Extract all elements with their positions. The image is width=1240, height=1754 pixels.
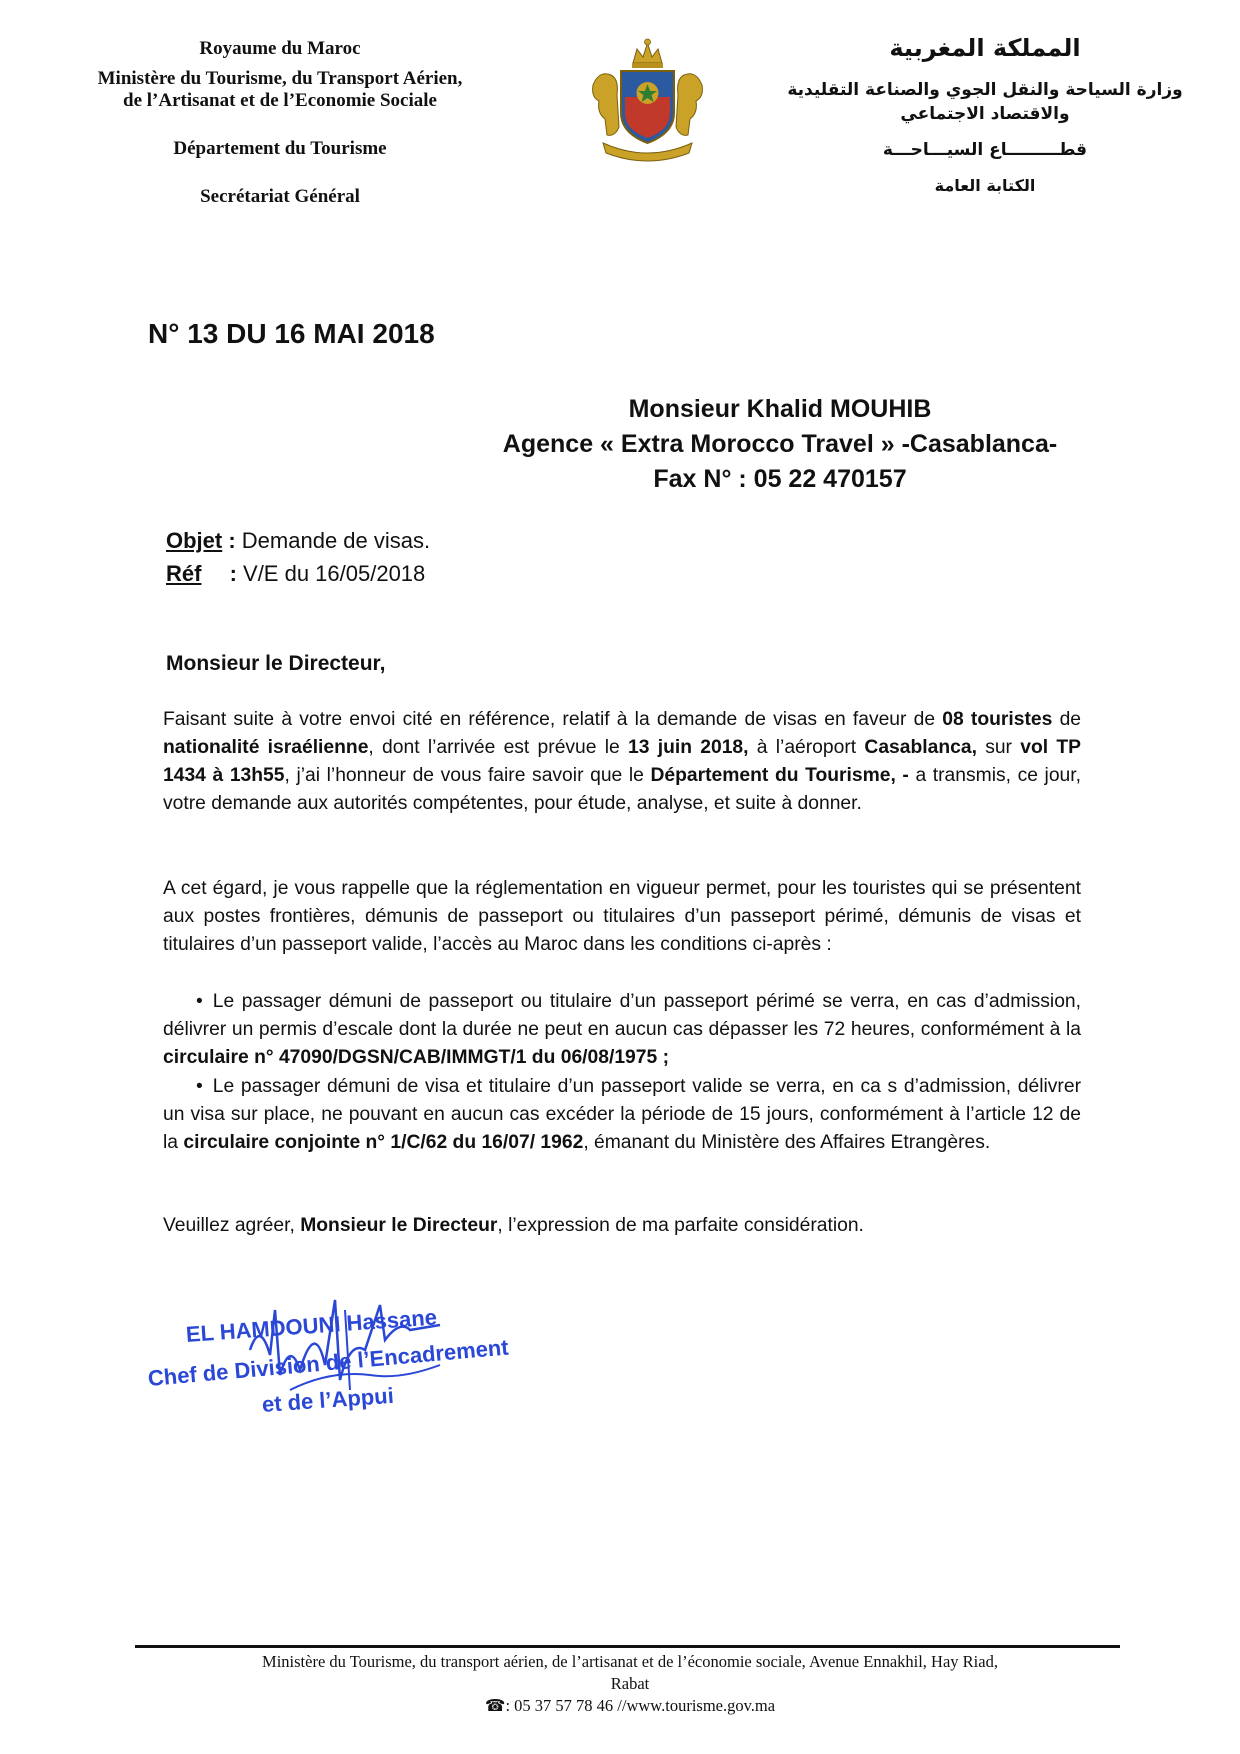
footer-contact-line xyxy=(140,1696,1120,1716)
bullet-item-1 xyxy=(163,988,1081,1072)
header-ministry-ar-line2: والاقتصاد الاجتماعي xyxy=(900,104,1070,124)
header-kingdom-ar: المملكة المغربية xyxy=(889,34,1081,62)
bullet-2-text: , émanant du Ministère des Affaires Etrangères. xyxy=(583,1132,991,1153)
bullet-item-2 xyxy=(163,1073,1081,1157)
letter-reference-number: N° 13 DU 16 MAI 2018 xyxy=(148,318,435,349)
salutation: Monsieur le Directeur, xyxy=(166,652,386,675)
stamp-line-2: Chef de Division de l’Encadrement xyxy=(146,1334,510,1391)
header-ministry-fr-line2: de l’Artisanat et de l’Economie Sociale xyxy=(123,90,437,111)
ref-label: Réf xyxy=(166,561,202,586)
p1-text: à l’aéroport xyxy=(748,737,865,758)
recipient-name: Monsieur Khalid MOUHIB xyxy=(628,395,932,423)
bullet-2-text: Le passager démuni de visa et titulaire d’un passeport valide se verra, en ca s d’admission, délivrer un visa sur place, ne pouvant en aucun cas excéder la période de 15 jours, conformément à l’article 12 de la xyxy=(163,1076,1081,1153)
recipient-fax: Fax N° : 05 22 470157 xyxy=(653,465,907,493)
footer-divider xyxy=(135,1645,1120,1648)
bullet-1-text: Le passager démuni de passeport ou titulaire d’un passeport périmé se verra, en cas d’admission, délivrer un permis d’escale dont la durée ne peut en aucun cas dépasser les 72 heures, conformément à la xyxy=(163,991,1081,1040)
telephone-icon: ☎ xyxy=(484,1696,506,1715)
bullet-1-bold: circulaire n° 47090/DGSN/CAB/IMMGT/1 du 06/08/1975 ; xyxy=(163,1047,670,1068)
p1-text: Faisant suite à votre envoi cité en référence, relatif à la demande de visas en faveur de xyxy=(163,709,943,730)
header-secretariat-fr: Secrétariat Général xyxy=(200,186,360,207)
object-separator: : xyxy=(222,528,242,553)
closing-text: , l’expression de ma parfaite considération. xyxy=(497,1215,864,1236)
ref-separator: : xyxy=(223,561,244,586)
header-ministry-ar-line1: وزارة السياحة والنقل الجوي والصناعة التقليدية xyxy=(787,80,1183,100)
closing-formula xyxy=(163,1212,1081,1240)
bullet-2-bold: circulaire conjointe n° 1/C/62 du 16/07/ 1962 xyxy=(183,1132,584,1153)
ref-text: V/E du 16/05/2018 xyxy=(243,561,426,586)
object-line xyxy=(166,528,430,554)
header-secretariat-ar: الكتابة العامة xyxy=(934,176,1036,195)
body-paragraph-2: A cet égard, je vous rappelle que la réglementation en vigueur permet, pour les touristes qui se présentent aux postes frontières, démunis de passeport ou titulaires d’un passeport périmé, démunis de visas et titulaires d’un passeport valide, l’accès au Maroc dans les conditions ci-après : xyxy=(163,878,1081,955)
p1-text: , dont l’arrivée est prévue le xyxy=(368,737,629,758)
footer-address-line1: Ministère du Tourisme, du transport aérien, de l’artisanat et de l’économie sociale, Avenue Ennakhil, Hay Riad, xyxy=(262,1652,998,1671)
p1-text: de xyxy=(1052,709,1082,730)
stamp-line-3: et de l’Appui xyxy=(261,1382,395,1417)
header-department-ar: قطـــــــــاع السيـــاحـــة xyxy=(882,140,1088,160)
footer-contact: : 05 37 57 78 46 //www.tourisme.gov.ma xyxy=(505,1696,776,1715)
object-text: Demande de visas. xyxy=(241,528,431,553)
morocco-coat-of-arms-icon xyxy=(585,35,710,165)
p1-bold: Casablanca, xyxy=(864,737,977,758)
closing-text: Veuillez agréer, xyxy=(163,1215,301,1236)
p1-text: , j’ai l’honneur de vous faire savoir que le xyxy=(284,765,651,786)
body-paragraph-1 xyxy=(163,706,1081,818)
header-department-fr: Département du Tourisme xyxy=(173,138,387,159)
header-ministry-fr-line1: Ministère du Tourisme, du Transport Aérien, xyxy=(97,68,463,89)
object-label: Objet xyxy=(166,528,223,553)
stamp-line-1: EL HAMDOUNI Hassane xyxy=(185,1304,438,1347)
header-kingdom-fr: Royaume du Maroc xyxy=(199,38,361,59)
p1-bold: nationalité israélienne xyxy=(163,737,369,758)
closing-bold: Monsieur le Directeur xyxy=(300,1215,498,1236)
reference-line xyxy=(166,561,425,587)
p1-bold: 08 touristes xyxy=(942,709,1053,730)
p1-bold: vol TP 1434 à 13h55 xyxy=(163,737,1081,786)
p1-text: sur xyxy=(976,737,1021,758)
recipient-agency: Agence « Extra Morocco Travel » -Casablanca- xyxy=(502,430,1058,458)
p1-bold: Département du Tourisme, - xyxy=(650,765,909,786)
p1-bold: 13 juin 2018, xyxy=(628,737,749,758)
p1-text: a transmis, ce jour, votre demande aux autorités compétentes, pour étude, analyse, et suite à donner. xyxy=(163,765,1081,814)
footer-address-line2: Rabat xyxy=(610,1674,650,1693)
